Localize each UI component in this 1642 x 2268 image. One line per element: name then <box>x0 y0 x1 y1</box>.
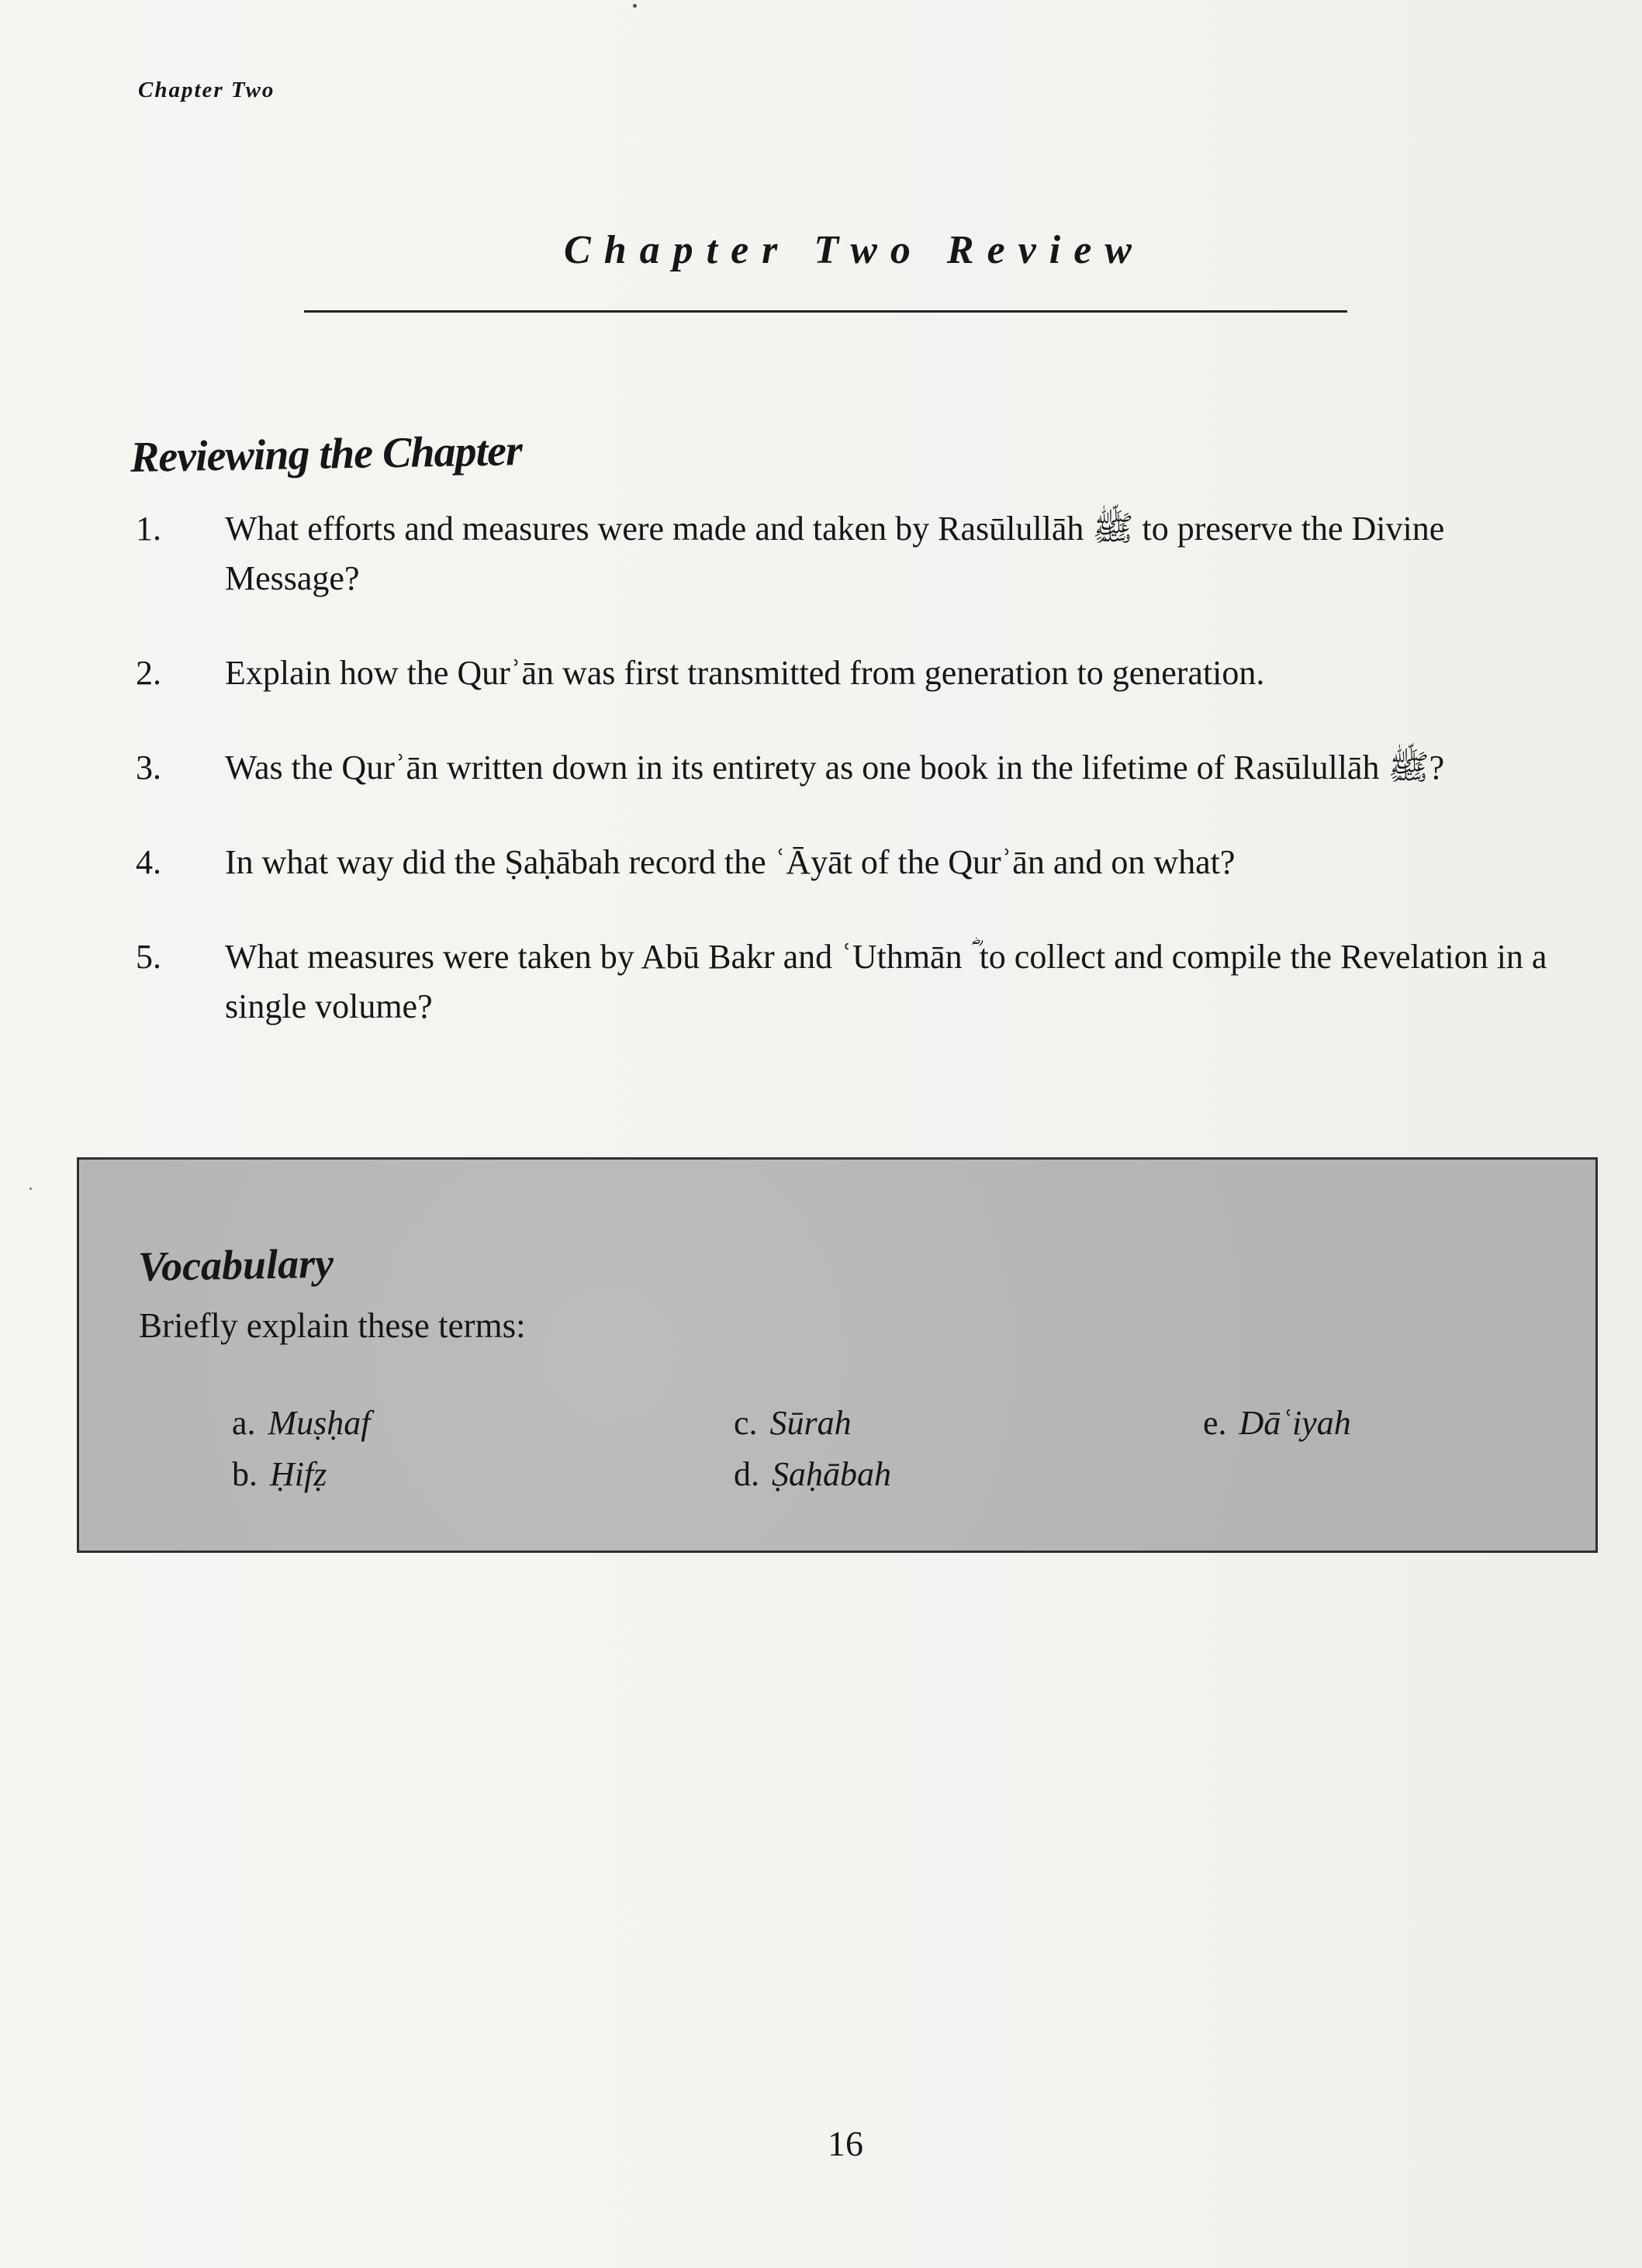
question-number: 3. <box>136 749 161 787</box>
vocabulary-term-b <box>232 1454 327 1494</box>
page-number: 16 <box>828 2124 863 2163</box>
review-question-list <box>136 504 1555 1032</box>
term-word: Sūrah <box>769 1404 852 1442</box>
running-head: Chapter Two <box>138 78 275 102</box>
vocabulary-heading: Vocabulary <box>137 1239 334 1290</box>
vocabulary-term-a <box>232 1403 371 1443</box>
margin-mark <box>29 1188 32 1190</box>
question-text: Explain how the Qurʾān was first transmitted from generation to generation. <box>225 654 1265 692</box>
scan-speck <box>633 4 637 8</box>
term-letter: d. <box>734 1455 759 1493</box>
term-word: Dāʿiyah <box>1239 1404 1351 1442</box>
vocabulary-term-d <box>734 1454 891 1494</box>
question-text: Was the Qurʾān written down in its entirety as one book in the lifetime of Rasūlullāh ﷺ? <box>225 749 1445 787</box>
section-heading: Reviewing the Chapter <box>130 427 523 482</box>
term-letter: b. <box>232 1455 258 1493</box>
question-number: 5. <box>136 938 161 976</box>
question-text: What efforts and measures were made and taken by Rasūlullāh ﷺ to preserve the Divine Message? <box>225 510 1445 597</box>
title-rule <box>304 310 1347 313</box>
term-letter: a. <box>232 1404 256 1442</box>
review-question-5 <box>136 932 1555 1032</box>
term-word: Muṣḥaf <box>268 1404 371 1442</box>
review-question-2 <box>136 648 1555 698</box>
question-number: 2. <box>136 654 161 692</box>
question-text: In what way did the Ṣaḥābah record the ʿĀyāt of the Qurʾān and on what? <box>225 843 1236 881</box>
term-letter: c. <box>734 1404 758 1442</box>
review-question-4 <box>136 838 1555 887</box>
vocabulary-term-c <box>734 1403 852 1443</box>
question-number: 4. <box>136 843 161 881</box>
vocabulary-term-e <box>1203 1403 1351 1443</box>
term-word: Ḥifẓ <box>270 1455 327 1493</box>
term-word: Ṣaḥābah <box>772 1455 891 1493</box>
question-number: 1. <box>136 510 161 548</box>
question-text: What measures were taken by Abū Bakr and ʿUthmān ؓ to collect and compile the Revelation in a single volume? <box>225 938 1547 1025</box>
chapter-title: Chapter Two Review <box>564 227 1145 272</box>
review-question-3 <box>136 743 1555 793</box>
term-letter: e. <box>1203 1404 1227 1442</box>
vocabulary-box <box>77 1157 1598 1553</box>
review-question-1 <box>136 504 1555 603</box>
vocabulary-instruction: Briefly explain these terms: <box>139 1306 526 1345</box>
